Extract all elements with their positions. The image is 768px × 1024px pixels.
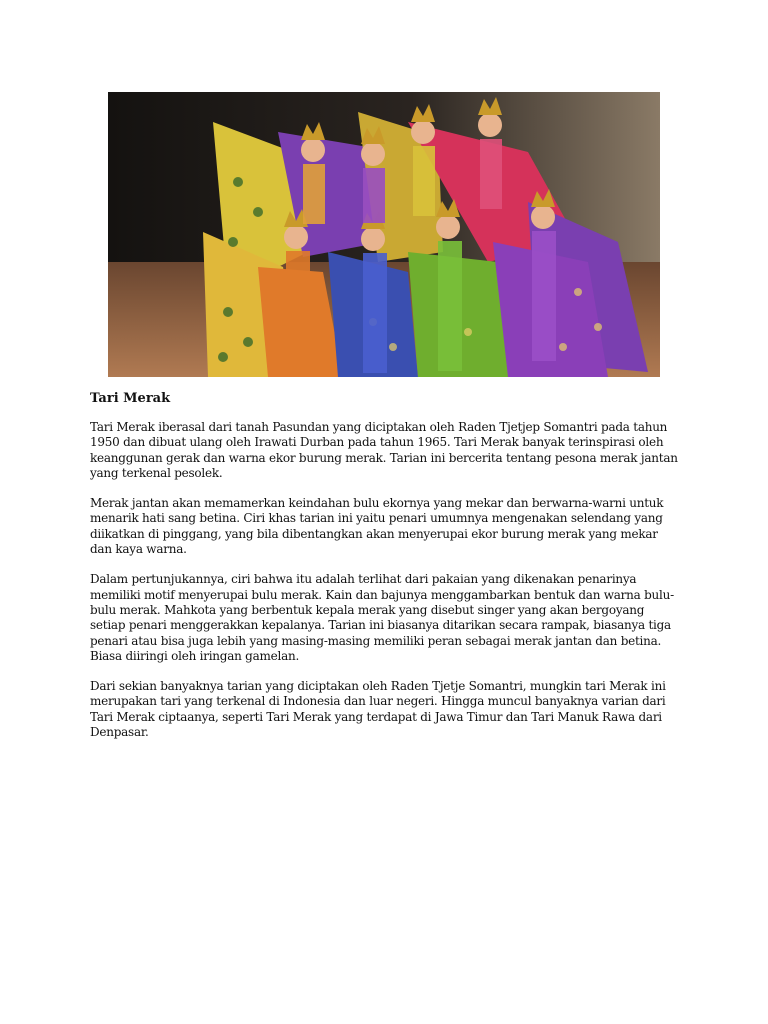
article-paragraph-2: Merak jantan akan memamerkan keindahan bulu ekornya yang mekar dan berwarna-warni untuk menarik hati sang betina. Ciri khas tarian ini yaitu penari umumnya mengenakan selendang yang diikatkan di pinggang, yang bila dibentangkan akan menyerupai ekor burung merak yang mekar dan kaya warna.: [90, 496, 664, 557]
peacock-dancers-image: [108, 92, 660, 377]
dance-photo: [108, 92, 660, 377]
article-paragraph-4: Dari sekian banyaknya tarian yang diciptakan oleh Raden Tjetje Somantri, mungkin tari Merak ini merupakan tari yang terkenal di Indonesia dan luar negeri. Hingga muncul banyaknya varian dari Tari Merak ciptaanya, seperti Tari Merak yang terdapat di Jawa Timur dan Tari Manuk Rawa dari Denpasar.: [90, 679, 666, 740]
article-paragraph-1: Tari Merak iberasal dari tanah Pasundan yang diciptakan oleh Raden Tjetjep Somantri pada tahun 1950 dan dibuat ulang oleh Irawati Durban pada tahun 1965. Tari Merak banyak terinspirasi oleh keanggunan gerak dan warna ekor burung merak. Tarian ini bercerita tentang pesona merak jantan yang terkenal pesolek.: [90, 420, 678, 480]
article: [90, 391, 680, 755]
article-paragraph-3: Dalam pertunjukannya, ciri bahwa itu adalah terlihat dari pakaian yang dikenakan penarinya memiliki motif menyerupai bulu merak. Kain dan bajunya menggambarkan bentuk dan warna bulu-bulu merak. Mahkota yang berbentuk kepala merak yang disebut singer yang akan bergoyang setiap penari menggerakkan kepalanya. Tarian ini biasanya ditarikan secara rampak, biasanya tiga penari atau bisa juga lebih yang masing-masing memiliki peran sebagai merak jantan dan betina. Biasa diiringi oleh iringan gamelan.: [90, 572, 674, 663]
article-title: Tari Merak: [90, 391, 171, 406]
